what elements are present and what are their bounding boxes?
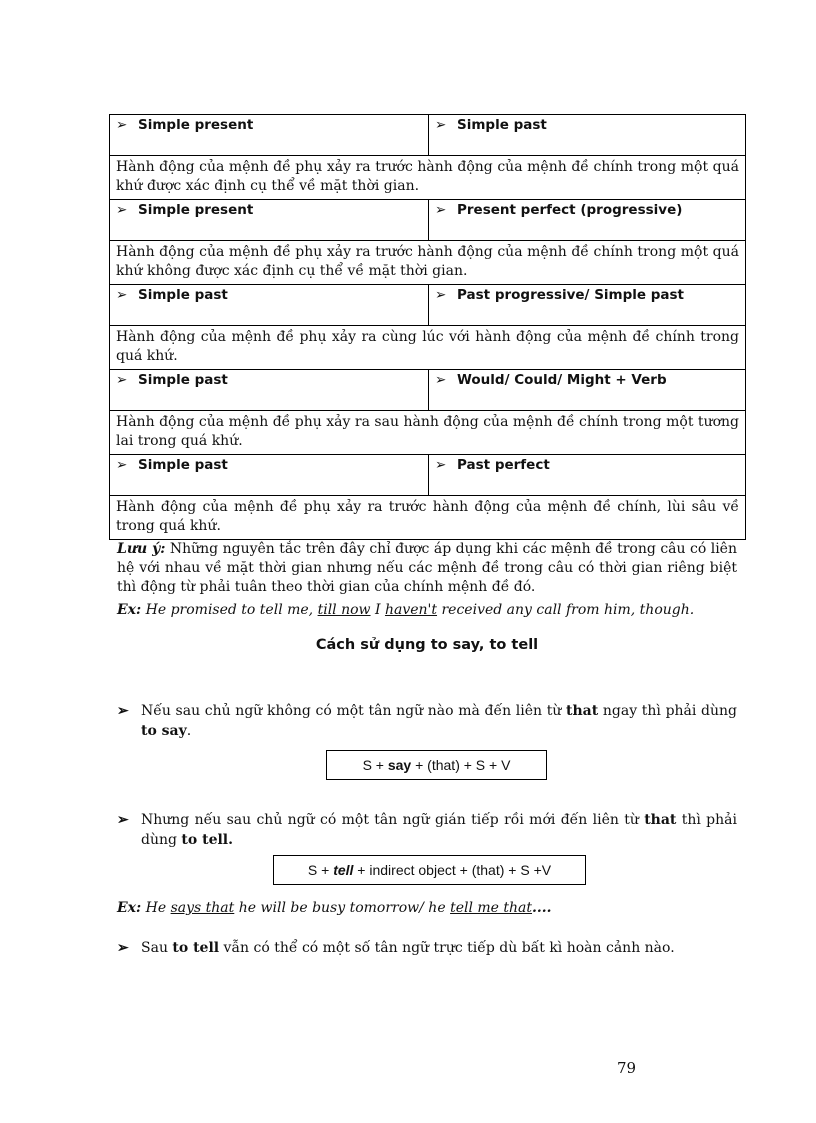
table-cell: Hành động của mệnh đề phụ xảy ra sau hành động của mệnh đề chính trong một tương lai trong quá khứ.: [110, 411, 746, 455]
table-row: [110, 496, 746, 540]
text: ngay thì phải dùng: [598, 703, 737, 719]
table-cell: Hành động của mệnh đề phụ xảy ra trước hành động của mệnh đề chính trong một quá khứ không được xác định cụ thể về mặt thời gian.: [110, 241, 746, 285]
cell-text: Simple present: [138, 202, 254, 218]
table-row: [110, 156, 746, 200]
text: vẫn có thể có một số tân ngữ trực tiếp dù bất kì hoàn cảnh nào.: [219, 940, 675, 956]
keyword: that: [566, 703, 599, 719]
table-cell: Hành động của mệnh đề phụ xảy ra trước hành động của mệnh đề chính trong một quá khứ được xác định cụ thể về mặt thời gian.: [110, 156, 746, 200]
formula-keyword: tell: [333, 862, 354, 878]
example-sentence-2: [117, 900, 552, 916]
cell-text: Simple past: [457, 117, 547, 133]
bullet-text: [141, 810, 737, 850]
table-cell: [429, 370, 746, 411]
note-label: Lưu ý:: [117, 541, 166, 557]
example-text: He promised to tell me,: [141, 602, 318, 618]
tense-rules-table: [109, 114, 746, 540]
keyword: to tell: [172, 940, 220, 956]
formula-keyword: say: [387, 757, 412, 773]
arrow-bullet-icon: ➢: [435, 287, 447, 303]
table-row: [110, 115, 746, 156]
bullet-item: [117, 810, 737, 850]
formula-text: S +: [362, 757, 388, 773]
example-sentence-1: [117, 601, 737, 620]
arrow-bullet-icon: ➢: [435, 117, 447, 133]
table-row: [110, 326, 746, 370]
cell-text: Present perfect (progressive): [457, 202, 683, 218]
table-row: [110, 370, 746, 411]
example-text: ....: [532, 900, 552, 916]
bullet-text: [141, 938, 737, 958]
keyword: to say: [141, 723, 187, 739]
arrow-bullet-icon: ➢: [117, 703, 129, 719]
cell-text: Simple past: [138, 372, 228, 388]
example-underlined: says that: [170, 900, 235, 916]
example-text: He: [141, 900, 171, 916]
bullet-text: [141, 701, 737, 741]
table-row: [110, 241, 746, 285]
arrow-bullet-icon: ➢: [116, 457, 128, 473]
cell-text: Past perfect: [457, 457, 550, 473]
bullet-item: [117, 701, 737, 741]
table-cell: Hành động của mệnh đề phụ xảy ra cùng lúc với hành động của mệnh đề chính trong quá khứ.: [110, 326, 746, 370]
example-underlined: till now: [317, 602, 371, 618]
table-row: [110, 200, 746, 241]
formula-box: [273, 855, 586, 885]
text: Nếu sau chủ ngữ không có một tân ngữ nào mà đến liên từ: [141, 703, 567, 719]
table-cell: [429, 115, 746, 156]
table-cell: [429, 455, 746, 496]
arrow-bullet-icon: ➢: [435, 457, 447, 473]
cell-text: Simple present: [138, 117, 254, 133]
formula-text: + indirect object + (that) + S +V: [353, 862, 552, 878]
table-cell: [110, 115, 429, 156]
table-cell: Hành động của mệnh đề phụ xảy ra trước hành động của mệnh đề chính, lùi sâu về trong quá khứ.: [110, 496, 746, 540]
table-cell: [110, 285, 429, 326]
arrow-bullet-icon: ➢: [435, 202, 447, 218]
formula-box: [326, 750, 547, 780]
keyword: to tell.: [181, 832, 233, 848]
cell-text: Past progressive/ Simple past: [457, 287, 685, 303]
arrow-bullet-icon: ➢: [116, 202, 128, 218]
table-row: [110, 455, 746, 496]
table-row: [110, 411, 746, 455]
section-heading: Cách sử dụng to say, to tell: [315, 637, 539, 653]
example-text: I: [370, 602, 385, 618]
text: Nhưng nếu sau chủ ngữ có một tân ngữ gián tiếp rồi mới đến liên từ: [141, 812, 645, 828]
table-cell: [110, 370, 429, 411]
table-cell: [429, 200, 746, 241]
note-text: Những nguyên tắc trên đây chỉ được áp dụng khi các mệnh đề trong câu có liên hệ với nhau về mặt thời gian nhưng nếu các mệnh đề trong câu có thời gian riêng biệt thì động từ phải tuân theo thời gian của chính mệnh đề đó.: [117, 541, 737, 595]
text: thì phải dùng: [141, 812, 737, 848]
keyword: that: [644, 812, 677, 828]
formula-text: S +: [307, 862, 334, 878]
example-underlined: tell me that: [450, 900, 533, 916]
arrow-bullet-icon: ➢: [435, 372, 447, 388]
arrow-bullet-icon: ➢: [116, 287, 128, 303]
table-cell: [110, 200, 429, 241]
arrow-bullet-icon: ➢: [117, 812, 129, 828]
table-row: [110, 285, 746, 326]
example-text: received any call from him, though.: [437, 602, 695, 618]
cell-text: Simple past: [138, 287, 228, 303]
example-underlined: haven't: [384, 602, 438, 618]
arrow-bullet-icon: ➢: [116, 117, 128, 133]
table-cell: [429, 285, 746, 326]
arrow-bullet-icon: ➢: [117, 940, 129, 956]
table-cell: [110, 455, 429, 496]
example-label: Ex:: [117, 900, 142, 916]
note-paragraph: [117, 540, 737, 597]
page-number: 79: [617, 1059, 637, 1077]
cell-text: Simple past: [138, 457, 228, 473]
bullet-item: [117, 938, 737, 958]
formula-text: + (that) + S + V: [411, 757, 511, 773]
example-text: he will be busy tomorrow/ he: [234, 900, 451, 916]
example-label: Ex:: [117, 602, 142, 618]
text: Sau: [141, 940, 173, 956]
arrow-bullet-icon: ➢: [116, 372, 128, 388]
text: .: [186, 723, 192, 739]
cell-text: Would/ Could/ Might + Verb: [457, 372, 667, 388]
